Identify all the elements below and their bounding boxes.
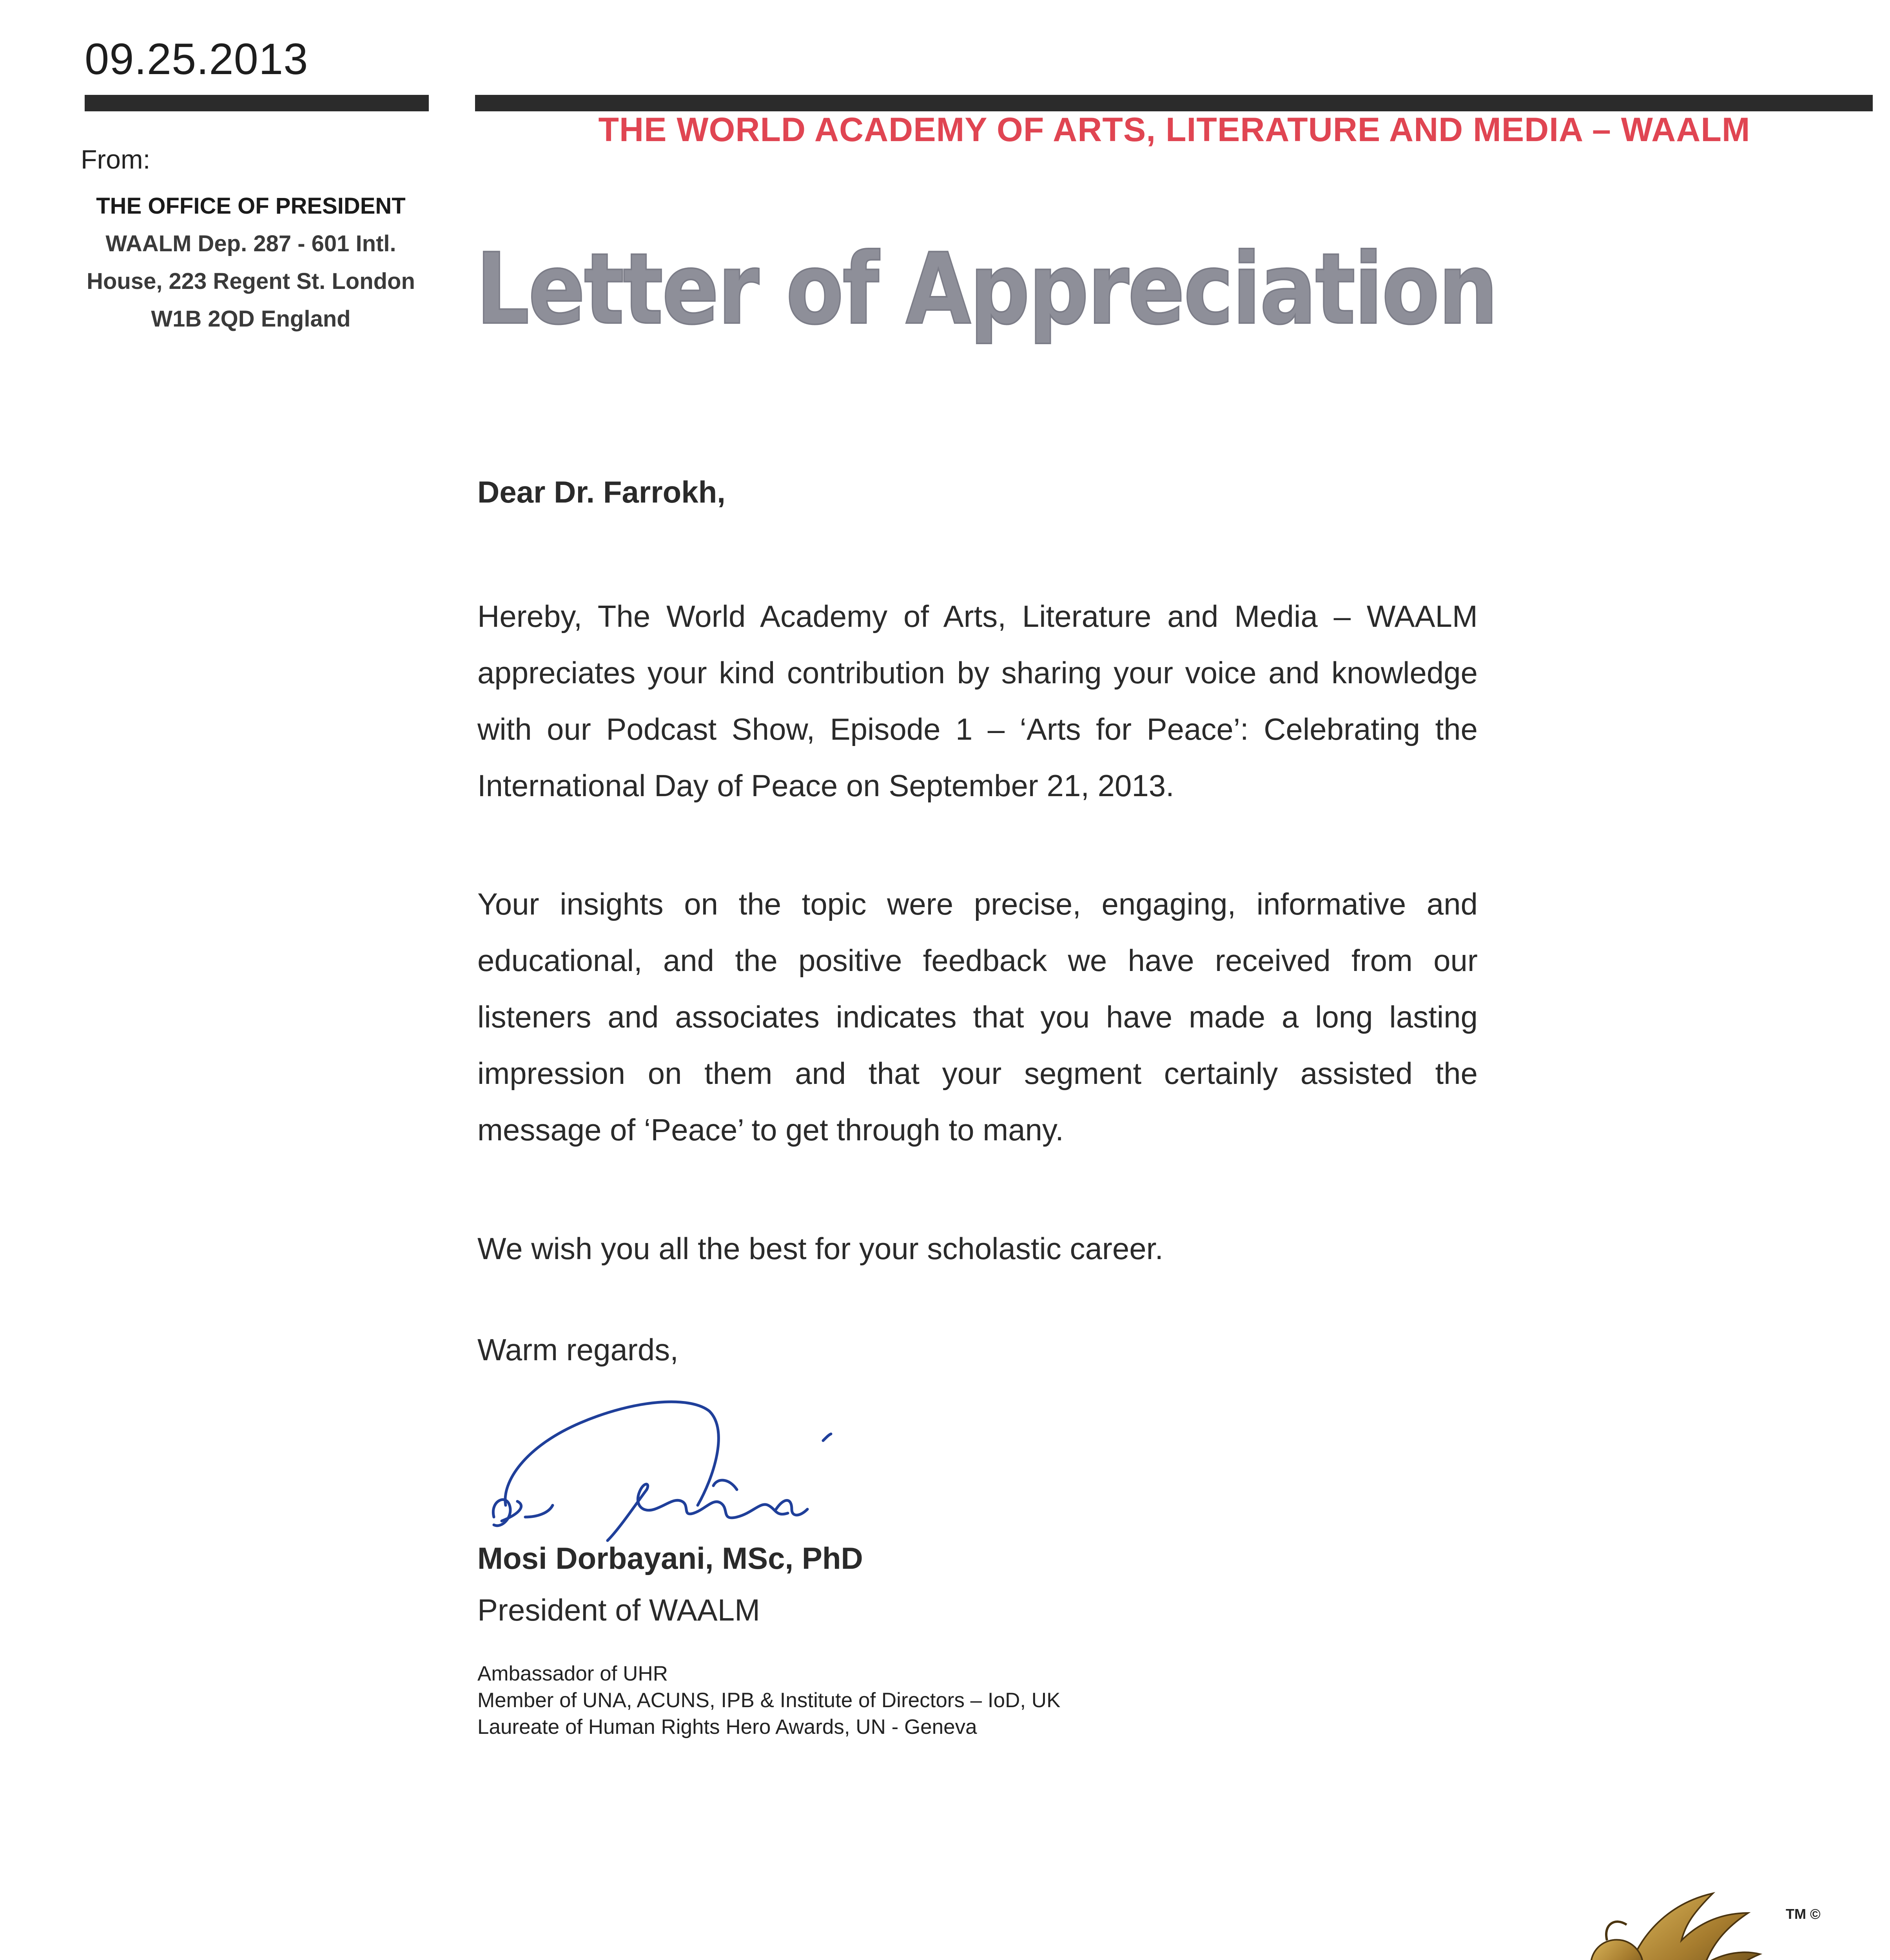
academy-name: THE WORLD ACADEMY OF ARTS, LITERATURE AND MEDIA – WAALM <box>598 111 1750 149</box>
sender-address-line2: House, 223 Regent St. London <box>87 269 415 294</box>
paragraph-3: We wish you all the best for your scholastic career. <box>477 1231 1164 1266</box>
header-bar-left <box>85 95 429 111</box>
signatory-role: President of WAALM <box>477 1593 760 1627</box>
signatory-name: Mosi Dorbayani, MSc, PhD <box>477 1541 863 1575</box>
letter-date: 09.25.2013 <box>85 34 308 83</box>
sender-office: THE OFFICE OF PRESIDENT <box>96 193 406 219</box>
letter-title: Letter of Appreciation <box>476 232 1497 346</box>
signatory-credentials <box>477 1661 1060 1740</box>
credential-line: Member of UNA, ACUNS, IPB & Institute of Directors – IoD, UK <box>477 1689 1061 1712</box>
paragraph-1: Hereby, The World Academy of Arts, Literature and Media – WAALM appreciates your kind contribution by sharing your voice and knowledge with our Podcast Show, Episode 1 – ‘Arts for Peace’: Celebrating the International Day of Peace on September 21, 2013. <box>477 599 1478 803</box>
paragraph-2: Your insights on the topic were precise, engaging, informative and educational, and the positive feedback we have received from our listeners and associates indicates that you have made a long lasting impression on them and that your segment certainly assisted the message of ‘Peace’ to get through to many. <box>477 887 1478 1147</box>
header-bar-right <box>475 95 1873 111</box>
greeting: Dear Dr. Farrokh, <box>477 475 726 509</box>
sender-address-line3: W1B 2QD England <box>151 306 351 332</box>
credential-line: Ambassador of UHR <box>477 1662 668 1685</box>
credential-line: Laureate of Human Rights Hero Awards, UN - Geneva <box>477 1715 977 1739</box>
sender-address <box>67 187 435 338</box>
sender-address-line1: WAALM Dep. 287 - 601 Intl. <box>105 231 396 256</box>
handwritten-signature <box>478 1388 909 1560</box>
closing: Warm regards, <box>477 1332 678 1367</box>
from-label: From: <box>81 145 151 174</box>
trademark-mark: TM © <box>1786 1906 1821 1922</box>
